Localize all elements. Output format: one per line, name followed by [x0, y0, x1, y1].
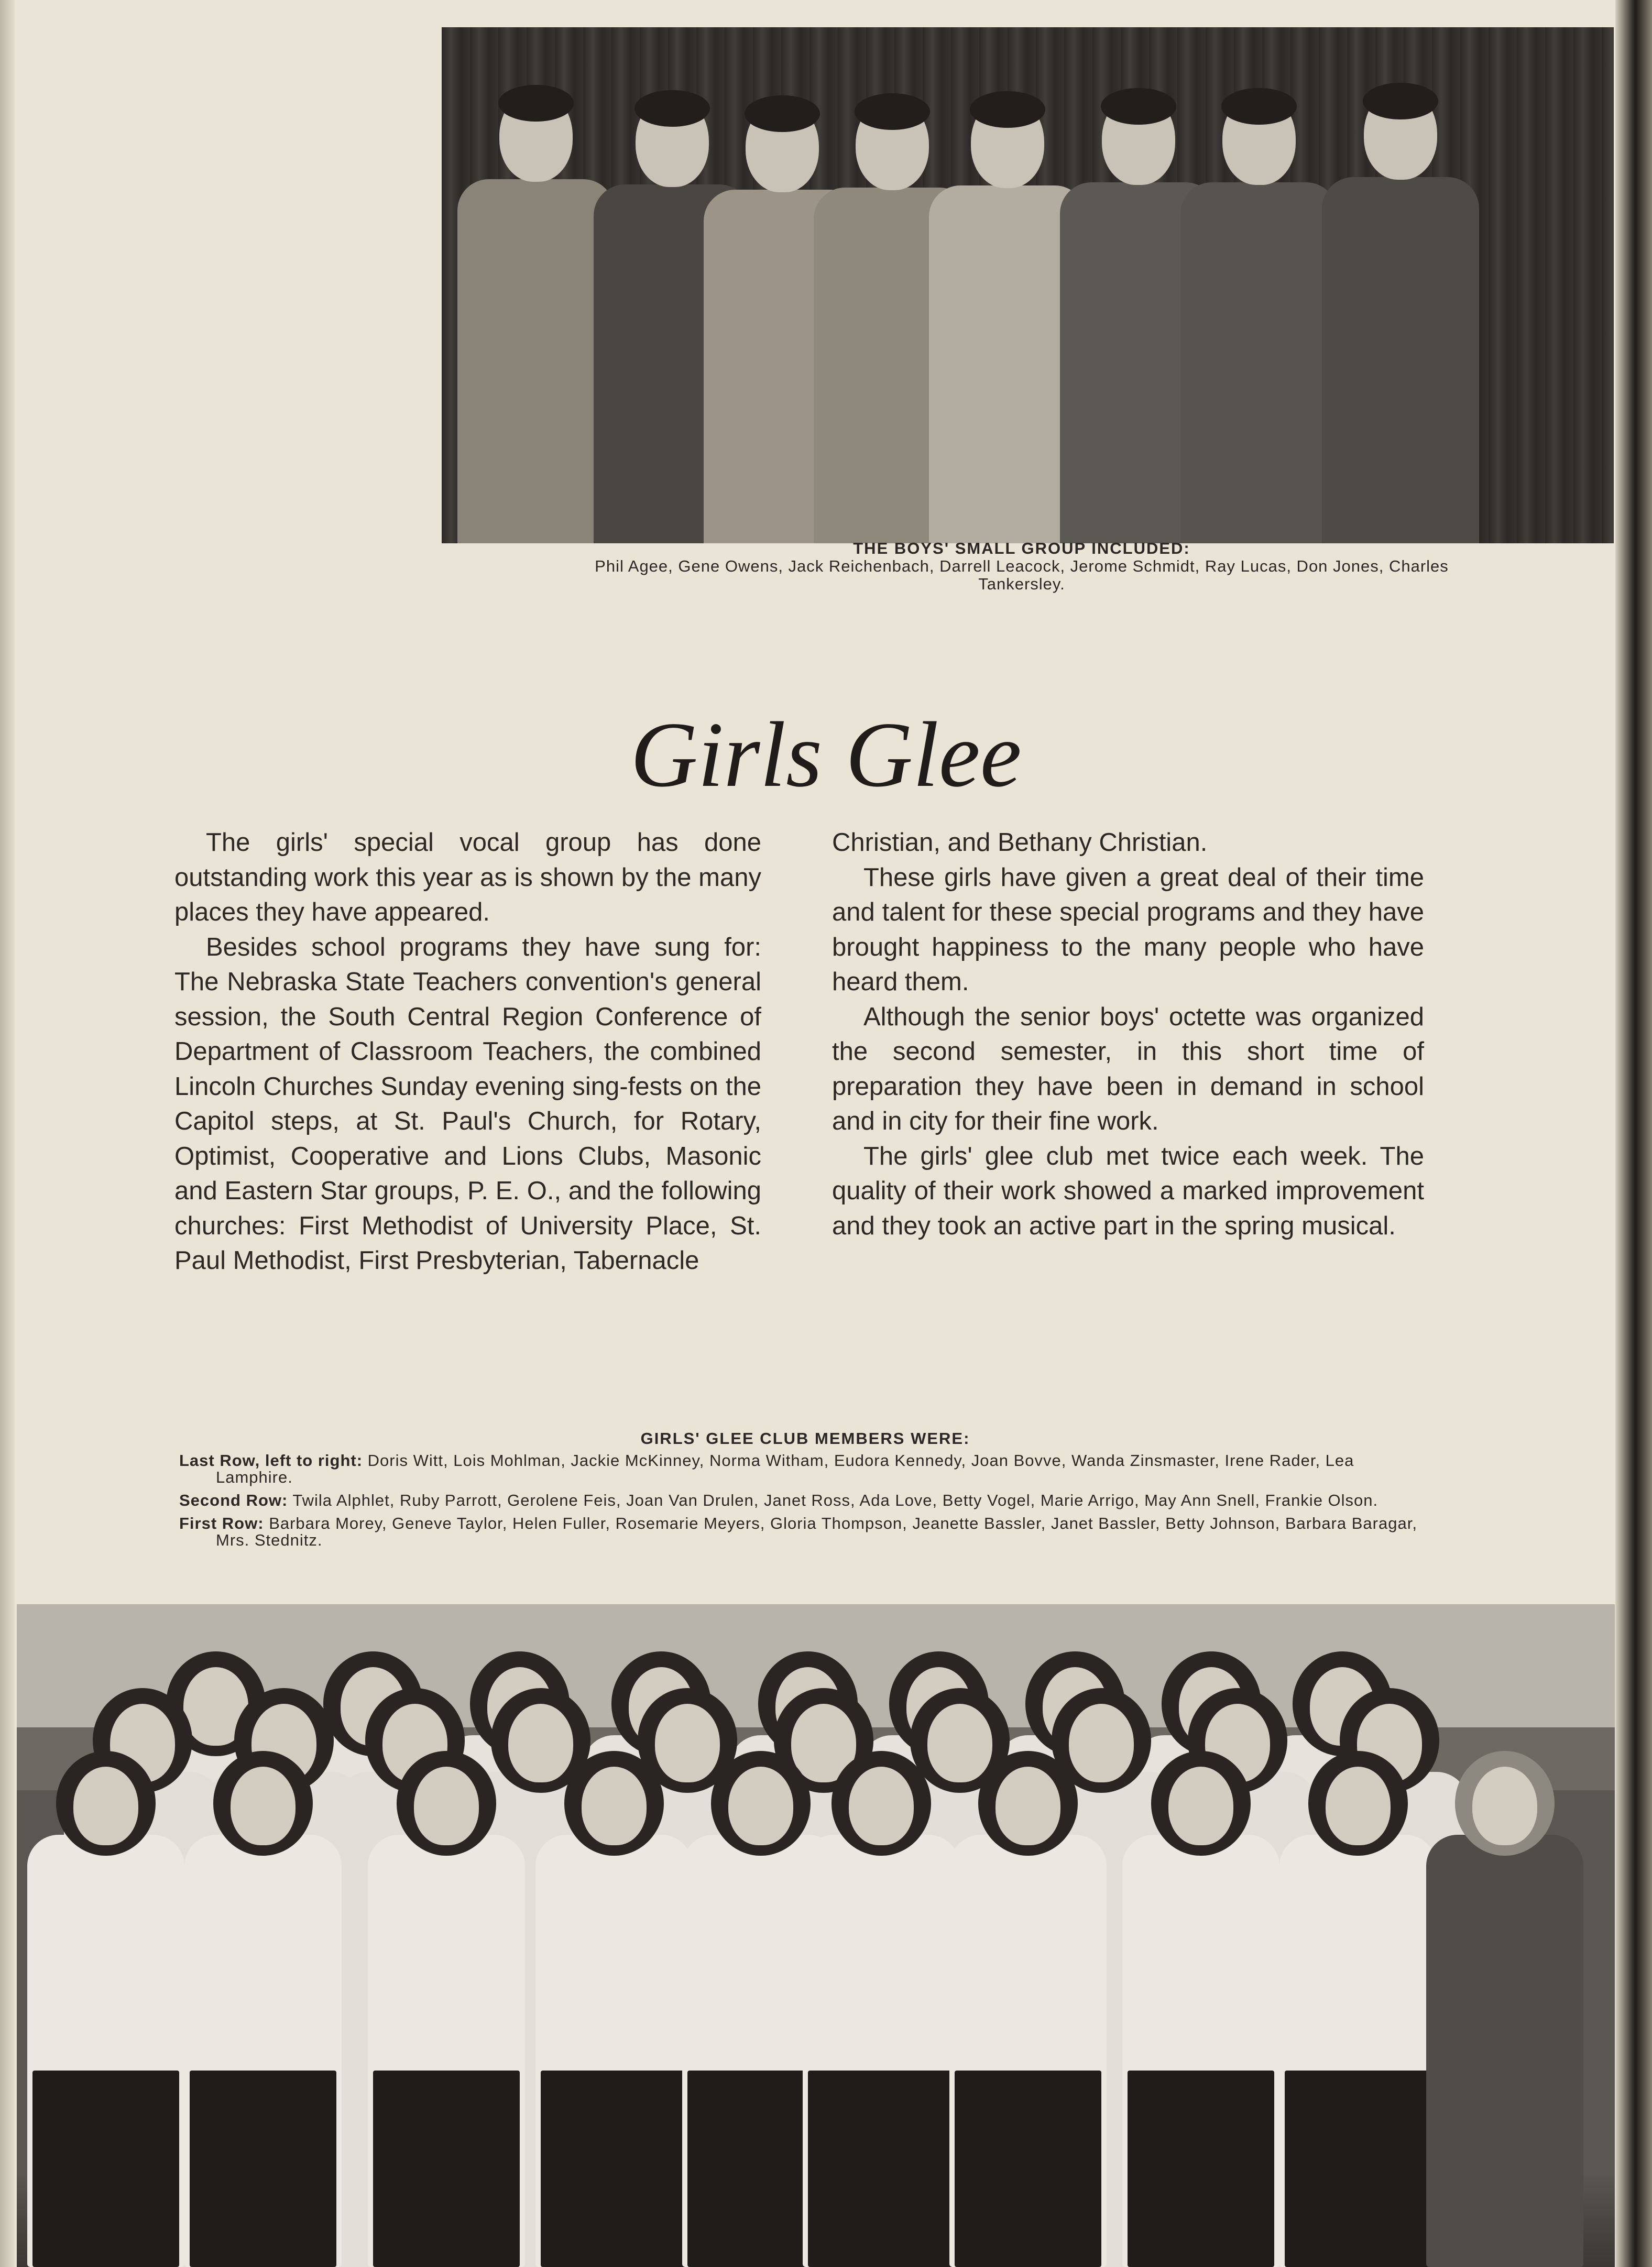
- article-paragraph: Although the senior boys' octette was organized the second semester, in this short time of preparation they have been in demand in school and in city for their fine work.: [832, 1002, 1424, 1135]
- article-paragraph: The girls' glee club met twice each week. The quality of their work showed a marked improvement and they took an active part in the spring musical.: [832, 1142, 1424, 1240]
- girl-skirt: [373, 2071, 520, 2267]
- teacher-head: [1472, 1767, 1537, 1845]
- girl-skirt: [1128, 2071, 1274, 2267]
- girl-head: [73, 1767, 138, 1845]
- girl-head: [414, 1767, 479, 1845]
- boy-hair: [1221, 88, 1297, 125]
- girl-head: [995, 1767, 1060, 1845]
- girl-head: [508, 1704, 573, 1782]
- boy-figure: [457, 179, 615, 543]
- girl-head: [1326, 1767, 1391, 1845]
- girl-skirt: [1285, 2071, 1431, 2267]
- page-binding-edge: [1615, 0, 1652, 2267]
- girl-skirt: [955, 2071, 1101, 2267]
- girl-skirt: [541, 2071, 687, 2267]
- girl-head: [655, 1704, 720, 1782]
- article-paragraph: The girls' special vocal group has done outstanding work this year as is shown by the many places they have appeared.: [174, 828, 761, 926]
- girl-head: [231, 1767, 296, 1845]
- girl-skirt: [808, 2071, 955, 2267]
- members-row-names: Twila Alphlet, Ruby Parrott, Gerolene Feis, Joan Van Drulen, Janet Ross, Ada Love, Betty Vogel, Marie Arrigo, May Ann Snell, Frankie Olson.: [292, 1491, 1379, 1509]
- boy-hair: [498, 85, 574, 122]
- boy-hair: [855, 93, 930, 130]
- girl-head: [728, 1767, 793, 1845]
- girl-head: [1168, 1767, 1233, 1845]
- girl-head: [849, 1767, 914, 1845]
- glee-club-caption-title: GIRLS' GLEE CLUB MEMBERS WERE:: [640, 1429, 970, 1448]
- article-paragraph: These girls have given a great deal of their time and talent for these special programs and they have brought happiness to the many people who have heard them.: [832, 863, 1424, 996]
- boys-group-caption-title: THE BOYS' SMALL GROUP INCLUDED:: [853, 539, 1190, 557]
- boys-group-caption: [550, 540, 1493, 593]
- boys-small-group-photo: [442, 27, 1614, 543]
- article-right-column: [832, 825, 1424, 1243]
- members-row-label: First Row:: [179, 1514, 264, 1532]
- article-paragraph: Besides school programs they have sung for: The Nebraska State Teachers convention's general session, the South Central Region Conference of Department of Classroom Teachers, the combined Lincoln Churches Sunday evening sing-fests on the Capitol steps, at St. Paul's Church, for Rotary, Optimist, Cooperative and Lions Clubs, Masonic and Eastern Star groups, P. E. O., and the following churches: First Methodist of University Place, St. Paul Methodist, First Presbyterian, Tabernacle: [174, 933, 761, 1275]
- girl-skirt: [32, 2071, 179, 2267]
- article-left-column: [174, 825, 761, 1278]
- boy-hair: [745, 95, 820, 132]
- members-row: [179, 1492, 1431, 1509]
- girl-head: [927, 1704, 992, 1782]
- boys-group-caption-names: Phil Agee, Gene Owens, Jack Reichenbach, Darrell Leacock, Jerome Schmidt, Ray Lucas, Don Jones, Charles Tankersley.: [595, 557, 1449, 593]
- girl-skirt: [190, 2071, 336, 2267]
- boy-figure: [1180, 182, 1338, 543]
- girls-glee-club-photo: [17, 1604, 1615, 2267]
- boy-figure: [1322, 177, 1479, 543]
- members-row: [179, 1452, 1431, 1486]
- members-row-label: Last Row, left to right:: [179, 1451, 363, 1470]
- members-row-label: Second Row:: [179, 1491, 288, 1509]
- members-row-names: Doris Witt, Lois Mohlman, Jackie McKinney, Norma Witham, Eudora Kennedy, Joan Bovve, Wanda Zinsmaster, Irene Rader, Lea Lamphire.: [216, 1451, 1354, 1486]
- boy-hair: [1363, 83, 1438, 119]
- girl-head: [582, 1767, 647, 1845]
- page-gutter-shadow: [0, 0, 15, 2267]
- members-row-names: Barbara Morey, Geneve Taylor, Helen Fuller, Rosemarie Meyers, Gloria Thompson, Jeanette Bassler, Janet Bassler, Betty Johnson, Barbara Baragar, Mrs. Stednitz.: [216, 1514, 1417, 1549]
- members-row: [179, 1515, 1431, 1549]
- article-paragraph-continuation: Christian, and Bethany Christian.: [832, 828, 1208, 857]
- boy-hair: [1101, 88, 1176, 125]
- glee-club-members-caption: [179, 1430, 1431, 1555]
- teacher-figure: [1426, 1835, 1583, 2267]
- section-title: Girls Glee: [630, 703, 1022, 806]
- girl-head: [1069, 1704, 1134, 1782]
- boy-hair: [970, 91, 1045, 128]
- boy-hair: [634, 90, 710, 127]
